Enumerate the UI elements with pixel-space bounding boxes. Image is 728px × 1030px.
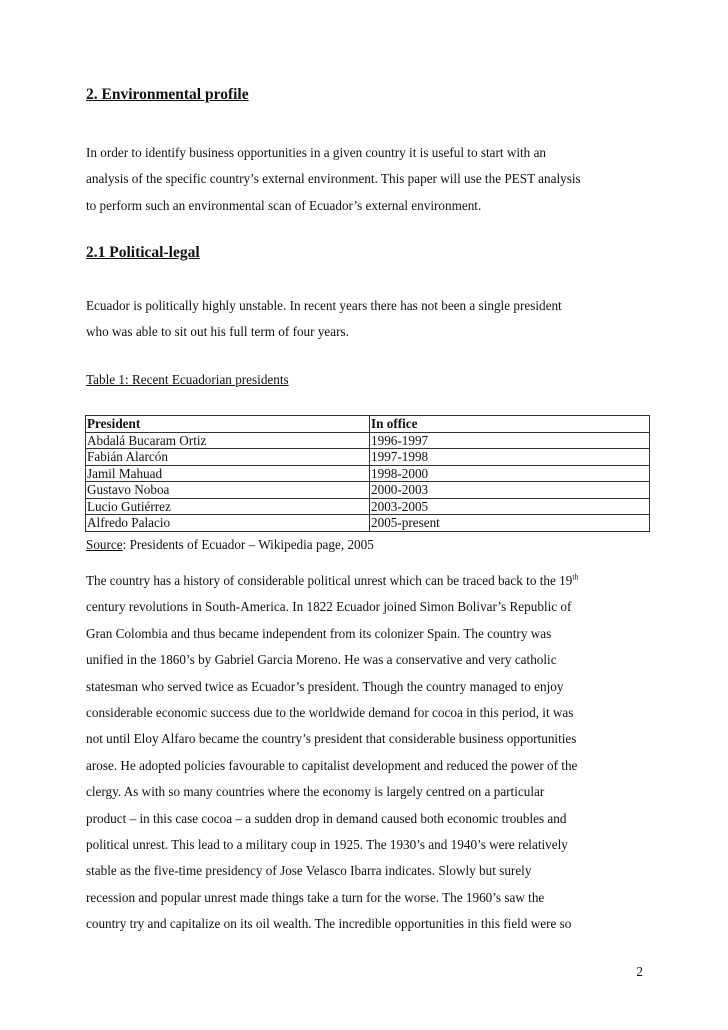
term-cell: 2003-2005 xyxy=(370,498,650,515)
table-row xyxy=(86,449,650,466)
paragraph-line: century revolutions in South-America. In 1822 Ecuador joined Simon Bolivar’s Republic of xyxy=(86,599,572,615)
history-paragraph xyxy=(86,568,656,938)
table-source xyxy=(86,537,374,553)
president-cell: Gustavo Noboa xyxy=(86,482,370,499)
paragraph-line: stable as the five-time presidency of Jose Velasco Ibarra indicates. Slowly but surely xyxy=(86,863,532,879)
president-cell: Abdalá Bucaram Ortiz xyxy=(86,432,370,449)
superscript: th xyxy=(572,572,579,582)
table-caption: Table 1: Recent Ecuadorian presidents xyxy=(86,372,289,387)
paragraph-line xyxy=(86,568,656,594)
table-row xyxy=(86,465,650,482)
paragraph-line: arose. He adopted policies favourable to capitalist development and reduced the power of the xyxy=(86,757,578,773)
intro-paragraph xyxy=(86,140,656,219)
president-cell: Alfredo Palacio xyxy=(86,515,370,532)
term-cell: 2005-present xyxy=(370,515,650,532)
paragraph-line: recession and popular unrest made things take a turn for the worse. The 1960’s saw the xyxy=(86,889,545,905)
term-cell: 1998-2000 xyxy=(370,465,650,482)
paragraph-line: who was able to sit out his full term of four years. xyxy=(86,324,349,340)
paragraph-line: not until Eloy Alfaro became the country’s president that considerable business opportunities xyxy=(86,731,577,747)
paragraph-line: considerable economic success due to the worldwide demand for cocoa in this period, it was xyxy=(86,705,574,721)
table-row xyxy=(86,515,650,532)
paragraph-line: In order to identify business opportunities in a given country it is useful to start with an xyxy=(86,145,547,160)
paragraph-line: Gran Colombia and thus became independent from its colonizer Spain. The country was xyxy=(86,625,552,641)
paragraph-line: Ecuador is politically highly unstable. In recent years there has not been a single president xyxy=(86,298,562,313)
term-cell: 2000-2003 xyxy=(370,482,650,499)
source-text: : Presidents of Ecuador – Wikipedia page, 2005 xyxy=(122,537,374,552)
paragraph-line: political unrest. This lead to a military coup in 1925. The 1930’s and 1940’s were relatively xyxy=(86,837,568,853)
table-header-row xyxy=(86,416,650,433)
first-line-text: The country has a history of considerable political unrest which can be traced back to the 19 xyxy=(86,573,573,588)
section-heading: 2. Environmental profile xyxy=(86,86,249,103)
president-cell: Jamil Mahuad xyxy=(86,465,370,482)
paragraph-line: analysis of the specific country’s external environment. This paper will use the PEST analysis xyxy=(86,171,581,187)
presidents-table xyxy=(85,415,650,532)
table-row xyxy=(86,432,650,449)
political-paragraph xyxy=(86,293,656,346)
paragraph-line: country try and capitalize on its oil wealth. The incredible opportunities in this field were so xyxy=(86,916,572,932)
table-row xyxy=(86,482,650,499)
column-header: President xyxy=(86,416,370,433)
paragraph-line: statesman who served twice as Ecuador’s president. Though the country managed to enjoy xyxy=(86,678,564,694)
source-label: Source xyxy=(86,537,123,552)
paragraph-line: unified in the 1860’s by Gabriel Garcia Moreno. He was a conservative and very catholic xyxy=(86,652,557,668)
term-cell: 1996-1997 xyxy=(370,432,650,449)
president-cell: Lucio Gutiérrez xyxy=(86,498,370,515)
column-header: In office xyxy=(370,416,650,433)
term-cell: 1997-1998 xyxy=(370,449,650,466)
paragraph-line: clergy. As with so many countries where the economy is largely centred on a particular xyxy=(86,784,545,800)
paragraph-line: to perform such an environmental scan of Ecuador’s external environment. xyxy=(86,197,482,213)
president-cell: Fabián Alarcón xyxy=(86,449,370,466)
table-row xyxy=(86,498,650,515)
paragraph-line: product – in this case cocoa – a sudden drop in demand caused both economic troubles and xyxy=(86,810,567,826)
subsection-heading: 2.1 Political-legal xyxy=(86,244,200,261)
page-number: 2 xyxy=(636,964,643,979)
